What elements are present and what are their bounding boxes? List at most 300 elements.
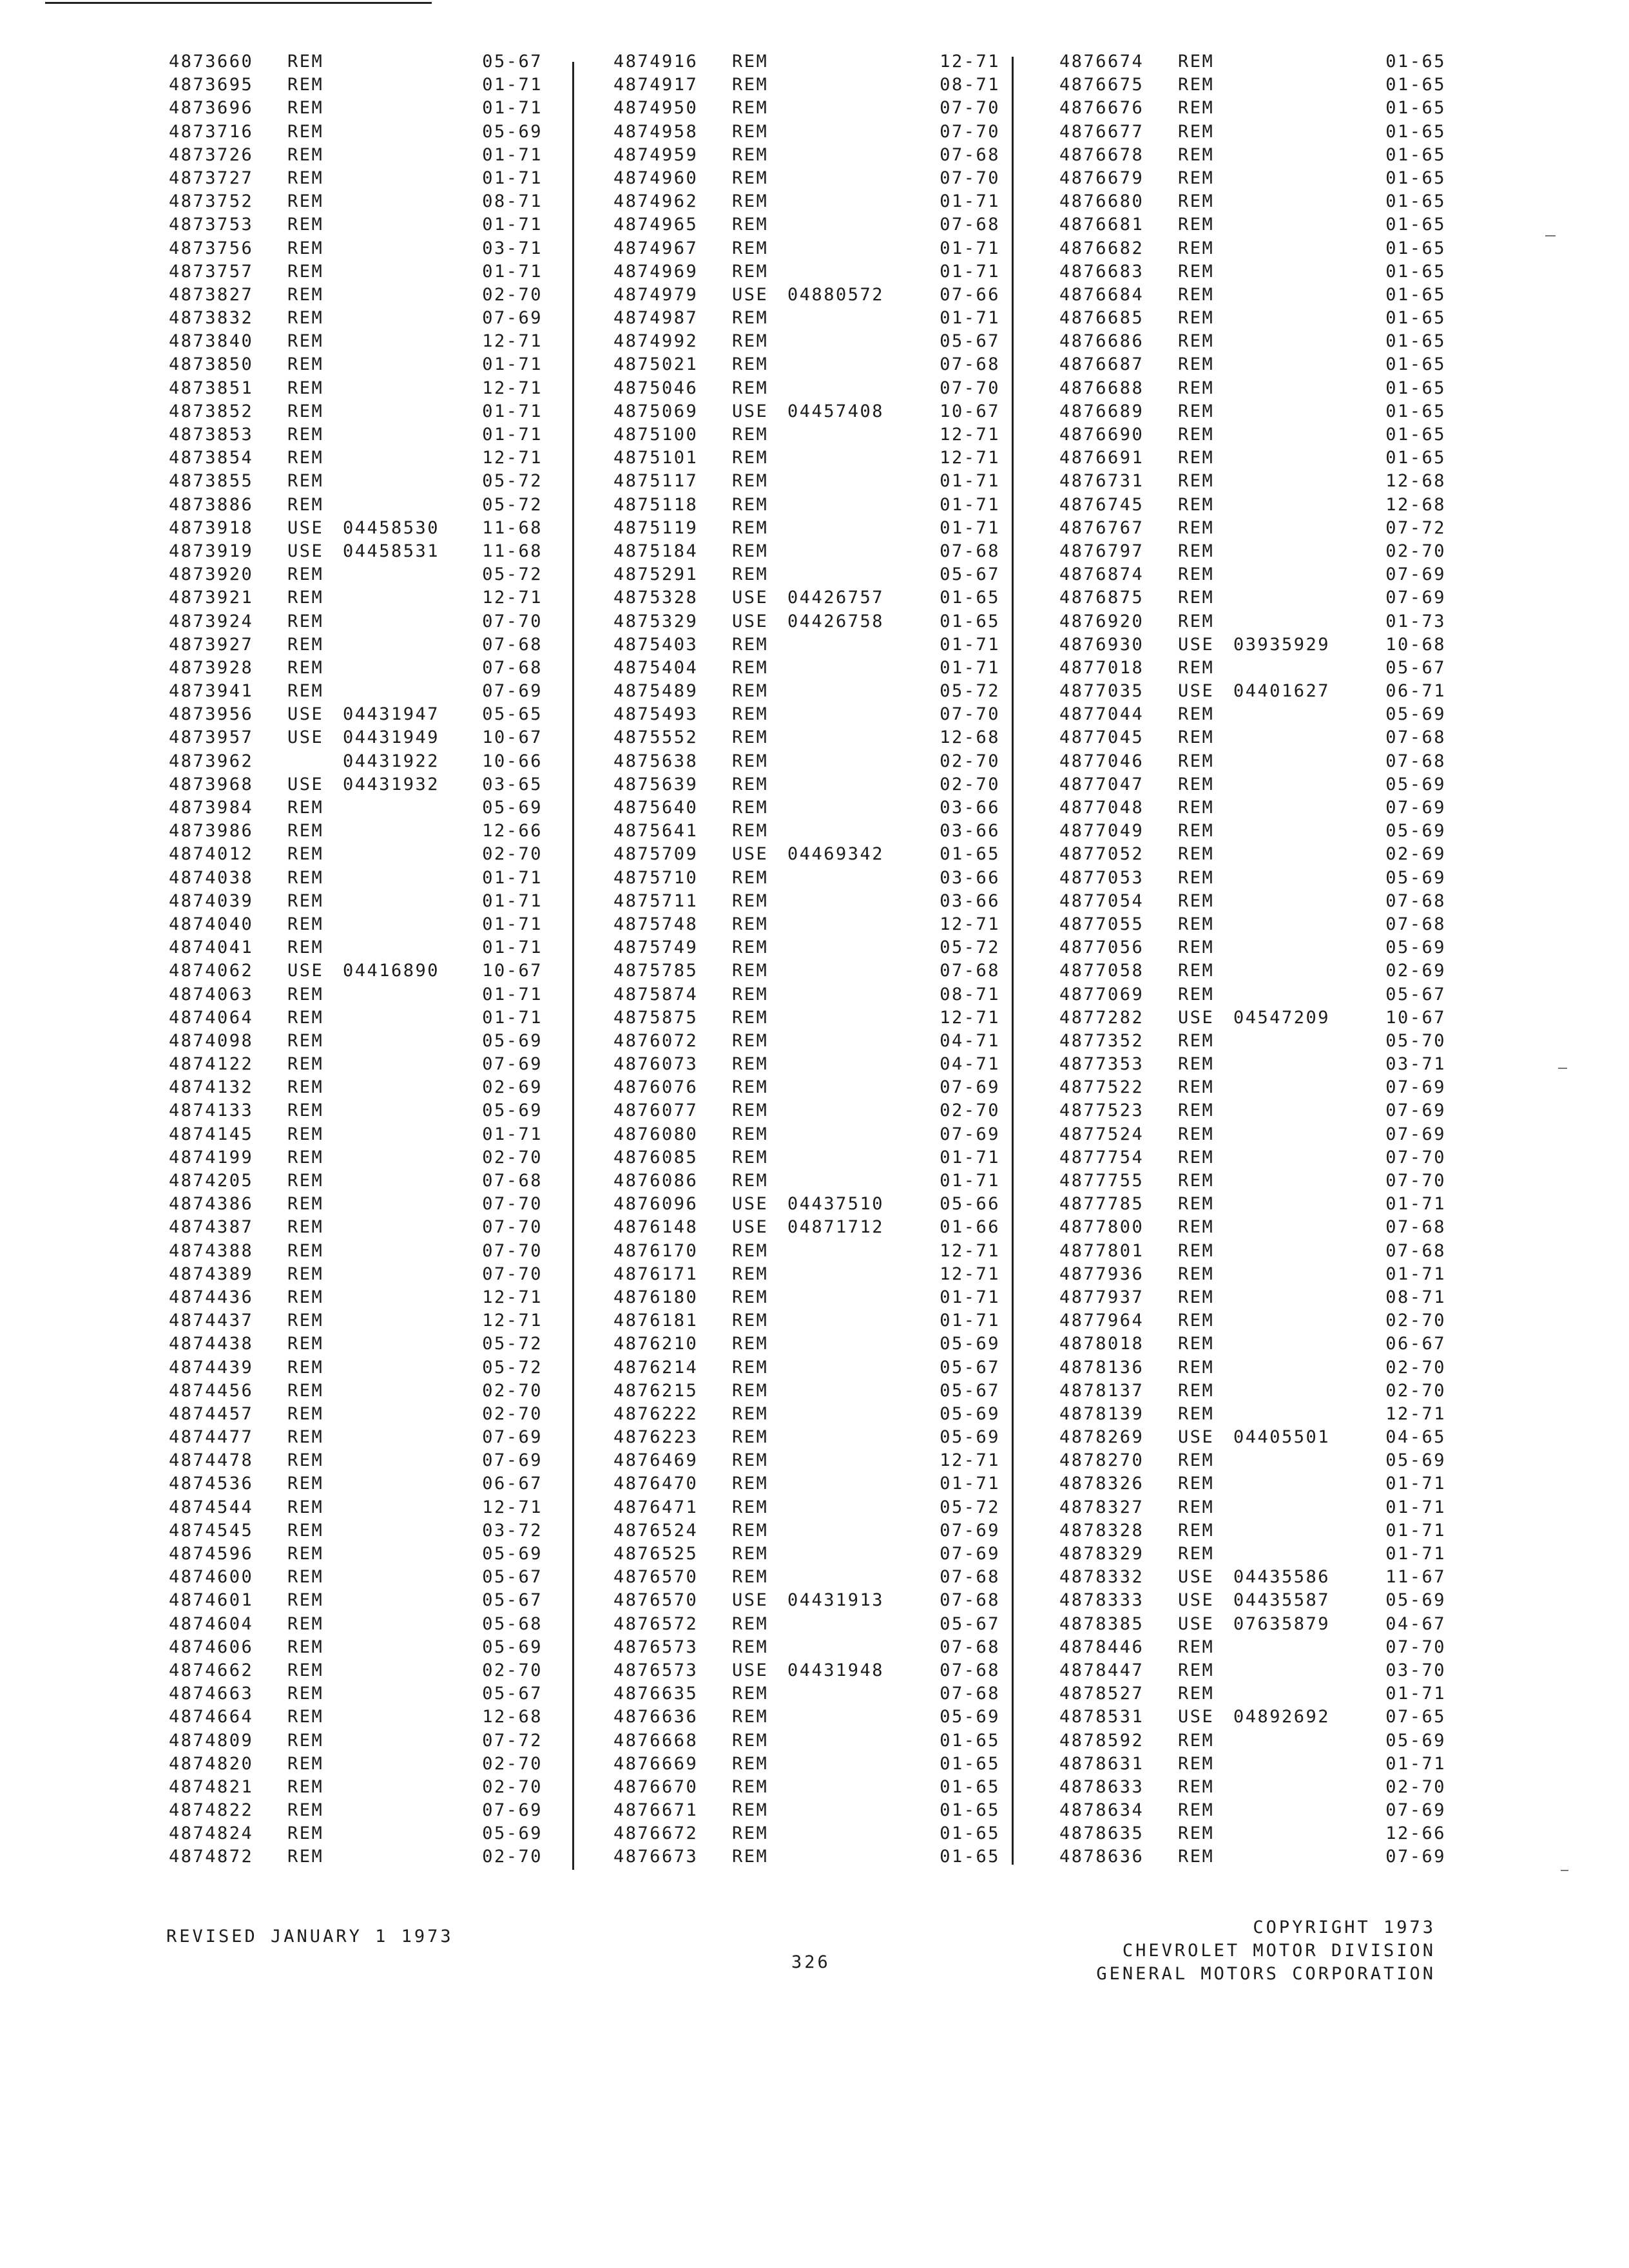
action-code: REM — [732, 1567, 769, 1588]
part-number: 4875748 — [613, 914, 699, 934]
change-date: 05-67 — [482, 52, 543, 72]
action-code: REM — [1178, 425, 1215, 445]
action-code: REM — [287, 1171, 324, 1191]
action-code: REM — [1178, 517, 1215, 538]
part-number: 4876573 — [613, 1660, 699, 1680]
change-date: 02-70 — [940, 774, 1000, 794]
action-code: REM — [287, 890, 324, 911]
part-number: 4878137 — [1059, 1380, 1144, 1401]
part-number: 4876073 — [613, 1054, 699, 1075]
action-code: REM — [287, 261, 324, 282]
action-code: REM — [732, 425, 769, 445]
action-code: USE — [732, 401, 769, 421]
part-row — [1059, 1077, 1446, 1100]
part-row — [169, 471, 543, 494]
part-row — [1059, 727, 1446, 751]
action-code: REM — [1178, 1730, 1215, 1751]
change-date: 01-71 — [940, 634, 1000, 655]
part-number: 4878332 — [1059, 1567, 1144, 1588]
part-number: 4876672 — [613, 1823, 699, 1844]
change-date: 07-69 — [482, 308, 543, 329]
action-code: REM — [1178, 1520, 1215, 1541]
part-number: 4876683 — [1059, 261, 1144, 282]
replacement-number: 04437510 — [787, 1194, 885, 1215]
action-code: REM — [732, 1077, 769, 1098]
change-date: 01-71 — [940, 1147, 1000, 1168]
action-code: REM — [287, 657, 324, 678]
part-row — [1059, 658, 1446, 681]
part-row — [1059, 1031, 1446, 1054]
action-code: USE — [1178, 634, 1215, 655]
change-date: 12-71 — [482, 1287, 543, 1307]
change-date: 07-69 — [1385, 564, 1446, 585]
action-code: REM — [287, 1403, 324, 1424]
part-number: 4876181 — [613, 1311, 699, 1331]
action-code: REM — [732, 75, 769, 95]
change-date: 07-68 — [1385, 1240, 1446, 1261]
part-row — [169, 401, 543, 425]
action-code: REM — [1178, 448, 1215, 468]
action-code: REM — [287, 1194, 324, 1215]
action-code: REM — [287, 1311, 324, 1331]
part-number: 4876525 — [613, 1544, 699, 1564]
change-date: 04-71 — [940, 1054, 1000, 1075]
action-code: REM — [732, 1613, 769, 1634]
action-code: REM — [287, 284, 324, 305]
part-number: 4874960 — [613, 168, 699, 188]
part-number: 4875641 — [613, 821, 699, 841]
part-number: 4878136 — [1059, 1357, 1144, 1378]
change-date: 01-71 — [1385, 1497, 1446, 1517]
part-number: 4874012 — [169, 844, 254, 865]
action-code: REM — [1178, 284, 1215, 305]
change-date: 07-69 — [1385, 1800, 1446, 1821]
part-row — [613, 425, 1000, 448]
part-row — [1059, 1590, 1446, 1613]
part-row — [613, 1497, 1000, 1521]
part-number: 4876573 — [613, 1637, 699, 1657]
part-number: 4878634 — [1059, 1800, 1144, 1821]
part-row — [613, 798, 1000, 821]
change-date: 01-65 — [940, 588, 1000, 608]
part-number: 4873927 — [169, 634, 254, 655]
part-row — [613, 844, 1000, 867]
action-code: REM — [732, 331, 769, 352]
part-row — [169, 145, 543, 168]
action-code: REM — [1178, 937, 1215, 958]
change-date: 07-68 — [940, 1684, 1000, 1704]
action-code: REM — [1178, 798, 1215, 818]
action-code: REM — [1178, 121, 1215, 142]
action-code: REM — [1178, 1660, 1215, 1680]
replacement-number: 04431947 — [343, 704, 440, 725]
part-number: 4875640 — [613, 798, 699, 818]
part-row — [613, 191, 1000, 215]
change-date: 07-69 — [1385, 1077, 1446, 1098]
corporation-line: GENERAL MOTORS CORPORATION — [1096, 1964, 1436, 1984]
action-code: REM — [287, 1707, 324, 1727]
part-number: 4877801 — [1059, 1240, 1144, 1261]
part-row — [1059, 518, 1446, 541]
part-number: 4874917 — [613, 75, 699, 95]
action-code: REM — [1178, 1847, 1215, 1867]
part-row — [169, 1497, 543, 1521]
change-date: 01-65 — [1385, 378, 1446, 398]
part-row — [169, 448, 543, 471]
part-row — [1059, 635, 1446, 658]
change-date: 07-68 — [940, 961, 1000, 981]
part-number: 4878329 — [1059, 1544, 1144, 1564]
part-row — [613, 681, 1000, 704]
part-row — [613, 1077, 1000, 1100]
part-row — [169, 1731, 543, 1754]
part-number: 4874545 — [169, 1520, 254, 1541]
part-number: 4874041 — [169, 937, 254, 958]
part-number: 4876096 — [613, 1194, 699, 1215]
part-number: 4877058 — [1059, 961, 1144, 981]
part-row — [169, 354, 543, 378]
action-code: REM — [287, 1240, 324, 1261]
part-row — [1059, 1008, 1446, 1031]
part-row — [613, 588, 1000, 611]
change-date: 01-65 — [1385, 191, 1446, 212]
part-row — [613, 1358, 1000, 1381]
part-row — [169, 262, 543, 285]
replacement-number: 04401627 — [1233, 681, 1331, 702]
action-code: REM — [1178, 821, 1215, 841]
part-row — [613, 495, 1000, 518]
part-row — [1059, 1614, 1446, 1637]
action-code: REM — [1178, 1030, 1215, 1051]
part-row — [613, 1031, 1000, 1054]
part-number: 4876668 — [613, 1730, 699, 1751]
part-row — [1059, 425, 1446, 448]
part-number: 4878631 — [1059, 1753, 1144, 1774]
action-code: REM — [287, 75, 324, 95]
action-code: REM — [287, 1497, 324, 1517]
part-number: 4877044 — [1059, 704, 1144, 725]
part-row — [1059, 1194, 1446, 1217]
part-number: 4876684 — [1059, 284, 1144, 305]
action-code: REM — [287, 98, 324, 119]
action-code: REM — [287, 1147, 324, 1168]
change-date: 01-71 — [940, 471, 1000, 492]
part-number: 4873924 — [169, 611, 254, 631]
action-code: REM — [732, 144, 769, 165]
action-code: REM — [732, 1707, 769, 1727]
action-code: REM — [732, 984, 769, 1004]
part-row — [1059, 168, 1446, 191]
action-code: USE — [1178, 681, 1215, 702]
change-date: 07-69 — [1385, 1124, 1446, 1144]
action-code: REM — [1178, 1776, 1215, 1797]
part-number: 4873726 — [169, 144, 254, 165]
change-date: 02-69 — [1385, 961, 1446, 981]
change-date: 12-71 — [940, 1450, 1000, 1471]
action-code: REM — [732, 727, 769, 748]
change-date: 01-71 — [482, 144, 543, 165]
change-date: 01-71 — [940, 1474, 1000, 1494]
part-row — [169, 1544, 543, 1567]
change-date: 07-70 — [940, 121, 1000, 142]
change-date: 01-65 — [1385, 331, 1446, 352]
change-date: 12-66 — [1385, 1823, 1446, 1844]
part-row — [613, 122, 1000, 145]
action-code: REM — [732, 1147, 769, 1168]
change-date: 08-71 — [1385, 1287, 1446, 1307]
part-number: 4875749 — [613, 937, 699, 958]
part-row — [1059, 985, 1446, 1008]
change-date: 01-65 — [1385, 121, 1446, 142]
change-date: 05-69 — [1385, 821, 1446, 841]
change-date: 05-69 — [1385, 937, 1446, 958]
change-date: 05-69 — [482, 1100, 543, 1121]
part-number: 4878269 — [1059, 1427, 1144, 1448]
part-number: 4873660 — [169, 52, 254, 72]
change-date: 12-71 — [940, 1007, 1000, 1028]
part-row — [613, 1404, 1000, 1427]
action-code: REM — [1178, 1171, 1215, 1191]
part-number: 4876680 — [1059, 191, 1144, 212]
part-number: 4876673 — [613, 1847, 699, 1867]
change-date: 05-67 — [1385, 657, 1446, 678]
change-date: 01-71 — [482, 937, 543, 958]
action-code: REM — [1178, 1637, 1215, 1657]
part-number: 4873854 — [169, 448, 254, 468]
action-code: REM — [732, 1100, 769, 1121]
action-code: REM — [287, 1544, 324, 1564]
action-code: REM — [732, 215, 769, 235]
part-number: 4873757 — [169, 261, 254, 282]
change-date: 01-71 — [1385, 1520, 1446, 1541]
change-date: 01-65 — [1385, 144, 1446, 165]
change-date: 07-69 — [482, 1800, 543, 1821]
part-number: 4875785 — [613, 961, 699, 981]
part-number: 4876470 — [613, 1474, 699, 1494]
part-row — [169, 425, 543, 448]
change-date: 12-71 — [482, 588, 543, 608]
part-row — [169, 985, 543, 1008]
part-row — [613, 1311, 1000, 1334]
action-code: REM — [732, 1544, 769, 1564]
change-date: 05-69 — [1385, 1590, 1446, 1611]
part-number: 4878636 — [1059, 1847, 1144, 1867]
action-code: REM — [287, 494, 324, 515]
part-number: 4874062 — [169, 961, 254, 981]
change-date: 05-69 — [1385, 1450, 1446, 1471]
part-number: 4874133 — [169, 1100, 254, 1121]
part-row — [1059, 891, 1446, 914]
change-date: 07-68 — [940, 144, 1000, 165]
action-code: REM — [732, 890, 769, 911]
part-row — [1059, 937, 1446, 961]
change-date: 01-71 — [482, 425, 543, 445]
part-number: 4875021 — [613, 354, 699, 375]
part-row — [613, 1474, 1000, 1497]
part-row — [169, 1800, 543, 1823]
change-date: 01-71 — [482, 98, 543, 119]
action-code: REM — [287, 1613, 324, 1634]
action-code: REM — [1178, 378, 1215, 398]
part-number: 4877046 — [1059, 751, 1144, 771]
action-code: REM — [287, 634, 324, 655]
part-row — [169, 937, 543, 961]
part-row — [169, 1660, 543, 1684]
part-number: 4876767 — [1059, 517, 1144, 538]
part-row — [613, 1637, 1000, 1660]
part-number: 4875291 — [613, 564, 699, 585]
change-date: 05-72 — [482, 471, 543, 492]
part-number: 4873919 — [169, 541, 254, 561]
part-number: 4874389 — [169, 1264, 254, 1284]
action-code: REM — [287, 1054, 324, 1075]
action-code: REM — [1178, 75, 1215, 95]
replacement-number: 04405501 — [1233, 1427, 1331, 1448]
part-row — [613, 238, 1000, 262]
change-date: 01-71 — [482, 215, 543, 235]
change-date: 07-69 — [482, 1054, 543, 1075]
change-date: 03-71 — [1385, 1054, 1446, 1075]
part-number: 4874662 — [169, 1660, 254, 1680]
part-row — [1059, 98, 1446, 121]
part-number: 4873727 — [169, 168, 254, 188]
action-code: REM — [1178, 308, 1215, 329]
part-row — [1059, 681, 1446, 704]
part-row — [1059, 401, 1446, 425]
change-date: 07-69 — [1385, 1847, 1446, 1867]
change-date: 05-72 — [482, 494, 543, 515]
part-row — [169, 1100, 543, 1124]
change-date: 07-68 — [940, 1567, 1000, 1588]
action-code: REM — [1178, 984, 1215, 1004]
action-code: REM — [732, 1730, 769, 1751]
part-row — [169, 821, 543, 844]
action-code: USE — [732, 844, 769, 865]
change-date: 07-70 — [482, 1240, 543, 1261]
part-row — [169, 1194, 543, 1217]
parts-column-1 — [169, 52, 543, 1870]
part-number: 4874457 — [169, 1403, 254, 1424]
change-date: 01-65 — [1385, 75, 1446, 95]
part-row — [169, 1334, 543, 1357]
part-row — [613, 331, 1000, 354]
replacement-number: 04431949 — [343, 727, 440, 748]
part-number: 4876688 — [1059, 378, 1144, 398]
part-row — [169, 1847, 543, 1870]
change-date: 02-70 — [482, 1753, 543, 1774]
part-row — [169, 1474, 543, 1497]
part-number: 4873753 — [169, 215, 254, 235]
action-code: REM — [287, 1730, 324, 1751]
part-row — [613, 774, 1000, 798]
change-date: 05-67 — [1385, 984, 1446, 1004]
part-row — [1059, 122, 1446, 145]
change-date: 01-65 — [1385, 354, 1446, 375]
part-row — [169, 1217, 543, 1240]
change-date: 07-70 — [940, 168, 1000, 188]
action-code: REM — [732, 261, 769, 282]
replacement-number: 03935929 — [1233, 634, 1331, 655]
action-code: REM — [732, 1357, 769, 1378]
change-date: 01-71 — [1385, 1684, 1446, 1704]
part-number: 4873853 — [169, 425, 254, 445]
action-code: REM — [1178, 890, 1215, 911]
part-row — [613, 448, 1000, 471]
action-code: REM — [287, 1124, 324, 1144]
part-row — [1059, 285, 1446, 308]
action-code: REM — [732, 961, 769, 981]
part-number: 4876677 — [1059, 121, 1144, 142]
part-number: 4877936 — [1059, 1264, 1144, 1284]
part-number: 4877964 — [1059, 1311, 1144, 1331]
change-date: 05-72 — [482, 1357, 543, 1378]
part-number: 4874969 — [613, 261, 699, 282]
part-row — [613, 354, 1000, 378]
part-number: 4874438 — [169, 1334, 254, 1354]
action-code: REM — [1178, 564, 1215, 585]
change-date: 03-70 — [1385, 1660, 1446, 1680]
part-row — [613, 985, 1000, 1008]
action-code: USE — [287, 727, 324, 748]
action-code: REM — [287, 1100, 324, 1121]
action-code: REM — [1178, 1544, 1215, 1564]
part-number: 4876674 — [1059, 52, 1144, 72]
action-code: REM — [287, 1590, 324, 1611]
change-date: 01-71 — [482, 984, 543, 1004]
part-row — [169, 588, 543, 611]
part-row — [1059, 1381, 1446, 1404]
change-date: 07-69 — [1385, 1100, 1446, 1121]
action-code: REM — [287, 798, 324, 818]
change-date: 05-72 — [482, 1334, 543, 1354]
part-number: 4875638 — [613, 751, 699, 771]
change-date: 04-67 — [1385, 1613, 1446, 1634]
action-code: REM — [1178, 1124, 1215, 1144]
part-number: 4877522 — [1059, 1077, 1144, 1098]
change-date: 01-73 — [1385, 611, 1446, 631]
change-date: 01-66 — [940, 1217, 1000, 1238]
part-number: 4875711 — [613, 890, 699, 911]
part-number: 4877352 — [1059, 1030, 1144, 1051]
change-date: 07-70 — [482, 1217, 543, 1238]
part-row — [613, 1241, 1000, 1264]
change-date: 01-71 — [940, 308, 1000, 329]
part-row — [169, 1450, 543, 1474]
change-date: 03-66 — [940, 821, 1000, 841]
change-date: 01-71 — [1385, 1474, 1446, 1494]
part-row — [169, 1054, 543, 1077]
action-code: REM — [1178, 1217, 1215, 1238]
part-row — [1059, 1334, 1446, 1357]
part-number: 4874205 — [169, 1171, 254, 1191]
change-date: 01-71 — [482, 401, 543, 421]
part-row — [1059, 751, 1446, 774]
part-number: 4874436 — [169, 1287, 254, 1307]
action-code: REM — [287, 588, 324, 608]
part-row — [1059, 1311, 1446, 1334]
change-date: 07-70 — [1385, 1637, 1446, 1657]
part-number: 4876086 — [613, 1171, 699, 1191]
action-code: REM — [287, 215, 324, 235]
change-date: 12-68 — [482, 1707, 543, 1727]
part-row — [1059, 1731, 1446, 1754]
action-code: REM — [1178, 238, 1215, 258]
part-row — [169, 658, 543, 681]
part-row — [613, 1334, 1000, 1357]
part-number: 4875875 — [613, 1007, 699, 1028]
part-number: 4874063 — [169, 984, 254, 1004]
change-date: 07-69 — [1385, 798, 1446, 818]
